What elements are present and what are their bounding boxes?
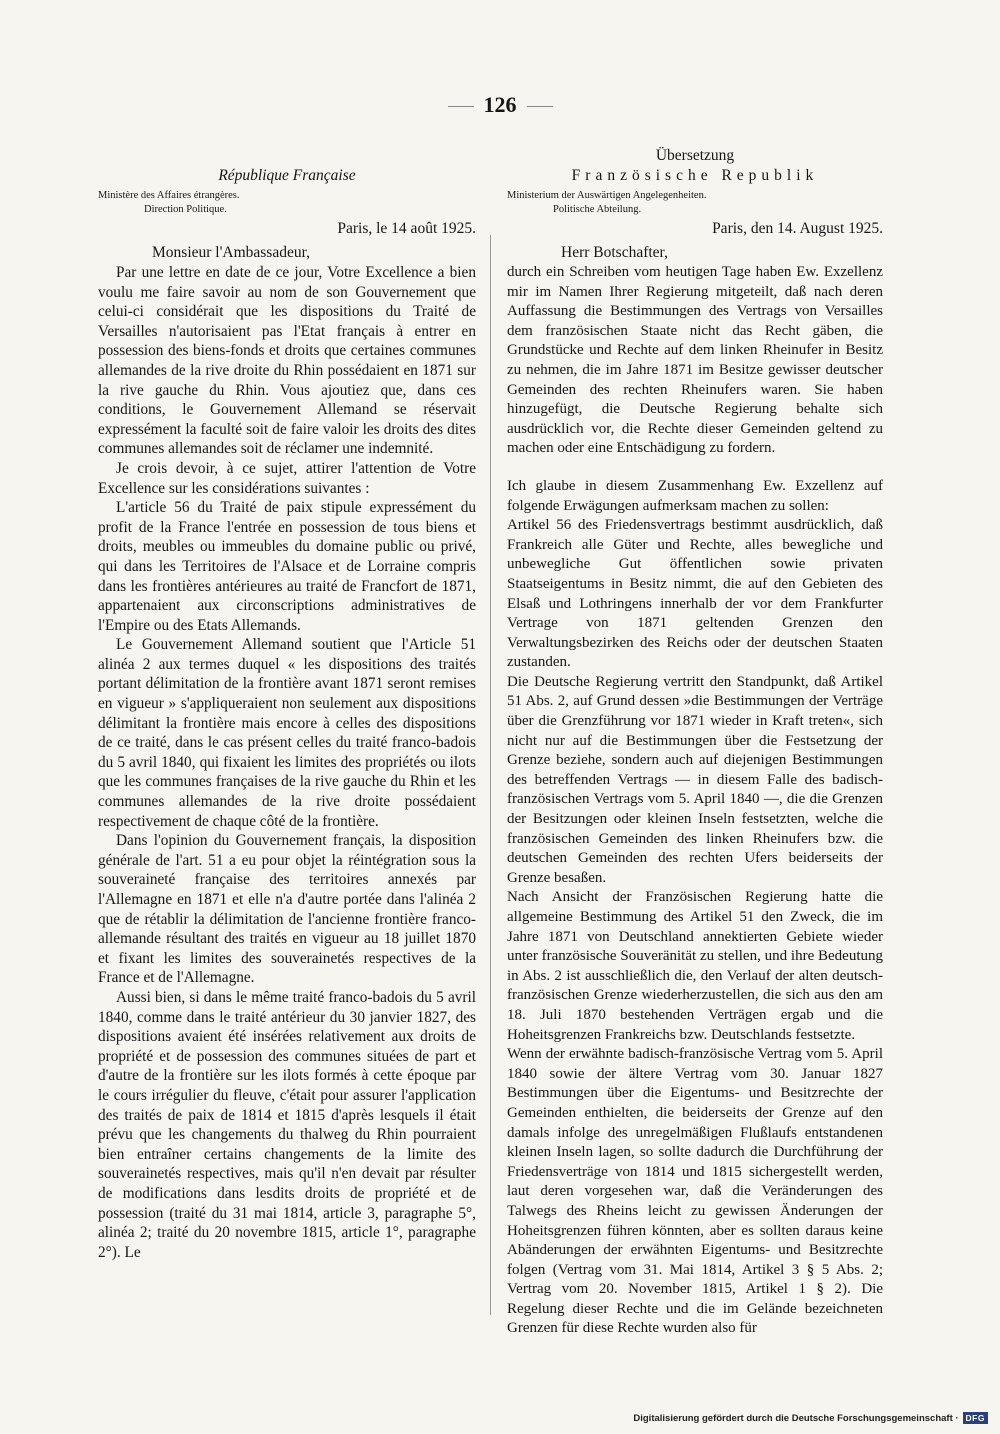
french-salutation: Monsieur l'Ambassadeur, (152, 244, 311, 261)
french-paragraph-3: L'article 56 du Traité de paix stipule expressément du profit de la France l'entrée en possession de tous biens et droits, meubles ou immeubles du domaine public ou privé, qui dans les Territoires de l'Alsace et de Lorraine compris dans les frontières antérieures au traité de Francfort de 1871, appartenaient aux circonscriptions administratives de l'Empire ou des Etats Allemands. (98, 499, 476, 634)
german-paragraph-3: Artikel 56 des Friedensvertrags bestimmt ausdrücklich, daß Frankreich alle Güter und Rechte, alles bewegliche und unbewegliche Gut öffentlichen sowie privaten Staatseigentums in Besitz nimmt, die auf den Gebieten des Elsaß und Lothringens innerhalb der vor dem Frankfurter Vertrage von 1871 geltenden Grenzen den Verwaltungsbezirken des Reichs oder der deutschen Staaten zustanden. (507, 517, 883, 671)
french-paragraph-5: Dans l'opinion du Gouvernement français, la disposition générale de l'art. 51 a eu pour objet la réintégration sous la souveraineté française des territoires annexés par l'Allemagne en 1871 et elle n'a d'autre portée dans l'alinéa 2 que de rétablir la délimitation de l'ancienne frontière franco-allemande résultant des traités en vigueur au 18 juillet 1870 et fixant les limites des souverainetés respectives de la France et de l'Allemagne. (98, 832, 476, 987)
french-ministry-line2: Direction Politique. (144, 204, 227, 215)
french-title: République Française (218, 167, 356, 184)
french-ministry-line1: Ministère des Affaires étrangères. (98, 190, 240, 201)
german-paragraph-1: durch ein Schreiben vom heutigen Tage haben Ew. Exzellenz mir im Namen Ihrer Regierung mitgeteilt, daß nach deren Auffassung die Bestimmungen des Vertrags von Versailles dem französischen Staate nicht das Recht gäben, die Grundstücke und Rechte auf dem linken Rheinufer in Besitz zu nehmen, die im Jahre 1871 im Besitze gewisser deutscher Gemeinden des rechten Rheinufers waren. Sie haben hinzugefügt, die Deutsche Regierung behalte sich ausdrücklich vor, die Rechte dieser Gemeinden geltend zu machen oder eine Entschädigung zu fordern. (507, 264, 883, 457)
german-ministry (507, 189, 883, 217)
french-header-spacer (98, 146, 476, 166)
column-divider (490, 235, 491, 1315)
french-paragraph-4: Le Gouvernement Allemand soutient que l'Article 51 alinéa 2 aux termes duquel « les dispositions des traités portant délimitation de la frontière avant 1871 seront remises en vigueur » s'appliqueraient non seulement aux dispositions délimitant la frontière mais encore à celles des dispositions de ce traité, dans le cas présent celles du traité franco-badois du 5 avril 1840, qui fixaient les limites des propriétés ou ilots que les communes françaises de la rive gauche du Rhin et les communes allemandes de la rive droite possédaient respectivement de chaque côté de la frontière. (98, 636, 476, 830)
german-column (507, 146, 883, 1339)
french-ministry (98, 189, 476, 217)
german-ministry-line2: Politische Abteilung. (553, 204, 642, 215)
page-number-text: 126 (483, 92, 517, 117)
page-number (0, 92, 1000, 118)
page-number-rule-left (448, 106, 474, 107)
footer-text: Digitalisierung gefördert durch die Deutsche Forschungsgemeinschaft · (633, 1413, 959, 1424)
digitization-footer (633, 1412, 988, 1424)
page-number-rule-right (527, 106, 553, 107)
french-paragraph-6: Aussi bien, si dans le même traité franco-badois du 5 avril 1840, comme dans le traité antérieur du 30 janvier 1827, des dispositions avaient été insérées relativement aux droits de propriété et de possession des communes situées de part et d'autre de la frontière sur les ilots formés à cette époque par le cours irrégulier du fleuve, c'était pour assurer l'application des traités de paix de 1814 et 1815 d'après lesquels il était prévu que les changements du thalweg du Rhin pourraient bien entraîner certains changements de la limite des souverainetés respectives, mais qu'il n'en devait par résulter de modifications dans lesdits droits de propriété et de possession (traité du 31 mai 1814, article 3, paragraphe 5°, alinéa 2; traité du 20 novembre 1815, article 1°, paragraphe 2°). Le (98, 988, 476, 1261)
german-header: Übersetzung (655, 147, 735, 164)
french-column (98, 146, 476, 1262)
french-date: Paris, le 14 août 1925. (337, 220, 476, 237)
german-date: Paris, den 14. August 1925. (712, 220, 883, 237)
german-paragraph-6: Wenn der erwähnte badisch-französische Vertrag vom 5. April 1840 sowie der ältere Vertrag vom 30. Januar 1827 Bestimmungen über die Eigentums- und Besitzrechte der Gemeinden enthielten, die beiderseits der Grenze auf den damals infolge des unregelmäßigen Flußlaufs entstandenen kleinen Inseln lagen, so sollte dadurch die Durchführung der Friedensverträge von 1814 und 1815 sichergestellt werden, laut deren vorgesehen war, daß die Veränderungen des Talwegs des Rheins leicht zu gewissen Änderungen der Hoheitsgrenzen führen könnten, aber es sollten daraus keine Abänderungen der erwähnten Eigentums- und Besitzrechte folgen (Vertrag vom 31. Mai 1814, Artikel 3 § 5 Abs. 2; Vertrag vom 20. November 1815, Artikel 1 § 2). Die Regelung dieser Rechte und die im Gelände bezeichneten Grenzen für diese Rechte wurden also für (507, 1046, 883, 1337)
german-salutation: Herr Botschafter, (561, 244, 668, 261)
dfg-logo: DFG (963, 1412, 988, 1424)
german-ministry-line1: Ministerium der Auswärtigen Angelegenheiten. (507, 190, 707, 201)
german-paragraph-2: Ich glaube in diesem Zusammenhang Ew. Exzellenz auf folgende Erwägungen aufmerksam machen zu sollen: (507, 477, 883, 514)
french-paragraph-2: Je crois devoir, à ce sujet, attirer l'attention de Votre Excellence sur les considérations suivantes : (98, 459, 476, 497)
german-paragraph-5: Nach Ansicht der Französischen Regierung hatte die allgemeine Bestimmung des Artikel 51 den Zweck, die im Jahre 1871 von Deutschland annektierten Gebiete wieder unter französische Souveränität zu stellen, und ihre Bedeutung in Abs. 2 ist ausschließlich die, den Verlauf der alten deutsch-französischen Grenze wiederherzustellen, die sich aus den am 18. Juli 1870 bestehenden Verträgen ergab und die Hoheitsgrenzen Frankreichs bzw. Deutschlands festsetzte. (507, 889, 883, 1043)
german-paragraph-gap (507, 459, 883, 477)
french-paragraph-1: Par une lettre en date de ce jour, Votre Excellence a bien voulu me faire savoir au nom de son Gouvernement que celui-ci considérait que les dispositions du Traité de Versailles n'autorisaient pas l'Etat français à entrer en possession des biens-fonds et droits que certaines communes allemandes de la rive droite du Rhin possédaient en 1871 sur la rive gauche du Rhin. Vous ajoutiez que, dans ces conditions, le Gouvernement Allemand se réservait expressément la faculté soit de faire valoir les droits des dites communes allemandes soit de réclamer une indemnité. (98, 264, 476, 458)
german-title: Französische Republik (571, 167, 819, 184)
german-paragraph-4: Die Deutsche Regierung vertritt den Standpunkt, daß Artikel 51 Abs. 2, auf Grund dessen »die Bestimmungen der Verträge über die Grenzführung vor 1871 wieder in Kraft treten«, sich nicht nur auf die Bestimmungen über die Festsetzung der Grenze beziehe, sondern auch auf diejenigen Bestimmungen des betreffenden Vertrags — in diesem Falle des badisch-französischen Vertrags vom 5. April 1840 —, die die Grenzen der Besitzungen oder kleinen Inseln festsetzten, welche die französischen Gemeinden des linken Rheinufers bzw. die deutschen Gemeinden des rechten Ufers beiderseits der Grenze besaßen. (507, 673, 883, 886)
